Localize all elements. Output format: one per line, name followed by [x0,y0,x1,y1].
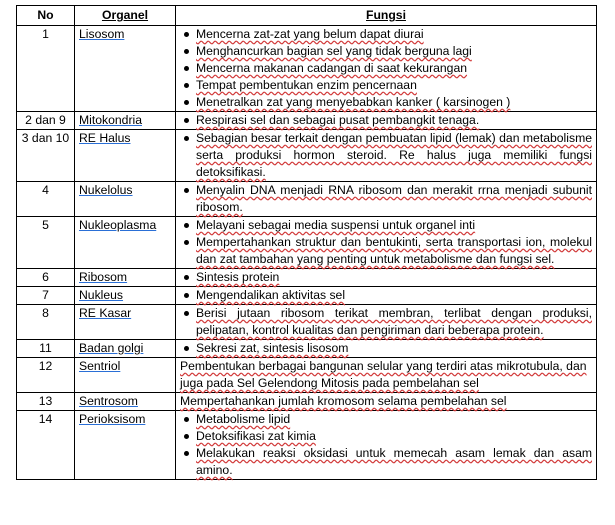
table-row [17,26,597,112]
table-row [17,112,597,130]
row-number: 12 [17,358,75,393]
organel-name-text: Sentrosom [79,394,138,408]
organel-name [75,217,176,269]
fungsi-item: Metabolisme lipid [196,411,592,428]
row-number: 7 [17,287,75,305]
table-row [17,358,597,393]
fungsi-item: Melakukan reaksi oksidasi untuk memecah asam lemak dan asam amino. [196,446,592,477]
organel-name-text: Mitokondria [79,113,142,127]
row-number: 8 [17,305,75,340]
table-row [17,340,597,358]
organel-name-text: Badan golgi [79,341,144,355]
fungsi-item: Menyalin DNA menjadi RNA ribosom dan merakit rrna menjadi subunit ribosom. [196,183,592,214]
fungsi-item: Menetralkan zat yang menyebabkan kanker ( karsinogen ) [196,94,592,111]
fungsi-item: Berisi jutaan ribosom terikat membran, terlibat dengan produksi, pelipatan, kontrol kualitas dan pengiriman dari beberapa protein. [196,306,592,337]
fungsi-item: Tempat pembentukan enzim pencernaan [196,77,592,94]
organel-name [75,340,176,358]
table-row [17,393,597,411]
fungsi-item: Menghancurkan bagian sel yang tidak berguna lagi [196,43,592,60]
fungsi-cell [176,287,597,305]
organel-name-text: RE Kasar [79,306,132,320]
organel-name-text: Ribosom [79,270,128,284]
header-fungsi [176,6,597,26]
fungsi-list [180,182,592,216]
fungsi-list [180,340,592,357]
table-row [17,217,597,269]
organel-name [75,112,176,130]
fungsi-cell [176,182,597,217]
fungsi-cell [176,269,597,287]
organel-name [75,182,176,217]
organel-name-text: RE Halus [79,131,131,145]
table-row [17,305,597,340]
row-number: 6 [17,269,75,287]
organel-name [75,269,176,287]
fungsi-item: Mencerna makanan cadangan di saat kekurangan [196,60,592,77]
header-fungsi-label: Fungsi [366,8,406,22]
fungsi-list [180,130,592,181]
row-number: 2 dan 9 [17,112,75,130]
organel-name [75,411,176,480]
fungsi-cell [176,305,597,340]
fungsi-cell [176,217,597,269]
organel-name-text: Nukleoplasma [79,218,157,232]
table-row [17,287,597,305]
organel-name [75,130,176,182]
table-row [17,269,597,287]
header-organel-label: Organel [101,8,149,22]
organel-name [75,26,176,112]
fungsi-cell [176,130,597,182]
fungsi-list [180,26,592,111]
row-number: 5 [17,217,75,269]
fungsi-cell [176,358,597,393]
fungsi-item: Mencerna zat-zat yang belum dapat diurai [196,26,592,43]
fungsi-text: Pembentukan berbagai bangunan selular yang terdiri atas mikrotubula, dan juga pada Sel Gelendong Mitosis pada pembelahan sel [180,359,587,390]
table-row [17,411,597,480]
fungsi-item: Sintesis protein [196,269,592,286]
fungsi-list [180,112,592,129]
fungsi-item: Detoksifikasi zat kimia [196,428,592,445]
row-number: 3 dan 10 [17,130,75,182]
header-no: No [17,6,75,26]
fungsi-cell [176,393,597,411]
fungsi-list [180,305,592,339]
organel-name-text: Lisosom [79,27,125,41]
fungsi-list [180,217,592,268]
fungsi-text: Mempertahankan jumlah kromosom selama pembelahan sel [180,394,507,408]
row-number: 4 [17,182,75,217]
fungsi-item: Sekresi zat, sintesis lisosom [196,340,592,357]
header-organel [75,6,176,26]
fungsi-cell [176,112,597,130]
organel-name-text: Nukelolus [79,183,133,197]
row-number: 1 [17,26,75,112]
fungsi-item: Mengendalikan aktivitas sel [196,287,592,304]
fungsi-item: Melayani sebagai media suspensi untuk organel inti [196,217,592,234]
table-header-row [17,6,597,26]
fungsi-list [180,411,592,479]
fungsi-item: Mempertahankan struktur dan bentukinti, serta transportasi ion, molekul dan zat tambahan yang penting untuk metabolisme dan fungsi sel. [196,235,592,266]
fungsi-cell [176,26,597,112]
organel-name [75,305,176,340]
table-row [17,182,597,217]
row-number: 13 [17,393,75,411]
organel-name-text: Sentriol [79,359,121,373]
fungsi-cell [176,411,597,480]
fungsi-item: Respirasi sel dan sebagai pusat pembangkit tenaga. [196,112,592,129]
fungsi-cell [176,340,597,358]
organel-name [75,287,176,305]
fungsi-list [180,287,592,304]
organel-name [75,358,176,393]
organel-name-text: Perioksisom [79,412,146,426]
fungsi-item: Sebagian besar terkait dengan pembuatan lipid (lemak) dan metabolisme serta produksi hormon steroid. Re halus juga memiliki fungsi detoksifikasi. [196,131,592,179]
fungsi-list [180,269,592,286]
row-number: 14 [17,411,75,480]
row-number: 11 [17,340,75,358]
organel-table [16,5,597,480]
organel-name-text: Nukleus [79,288,124,302]
table-row [17,130,597,182]
organel-name [75,393,176,411]
